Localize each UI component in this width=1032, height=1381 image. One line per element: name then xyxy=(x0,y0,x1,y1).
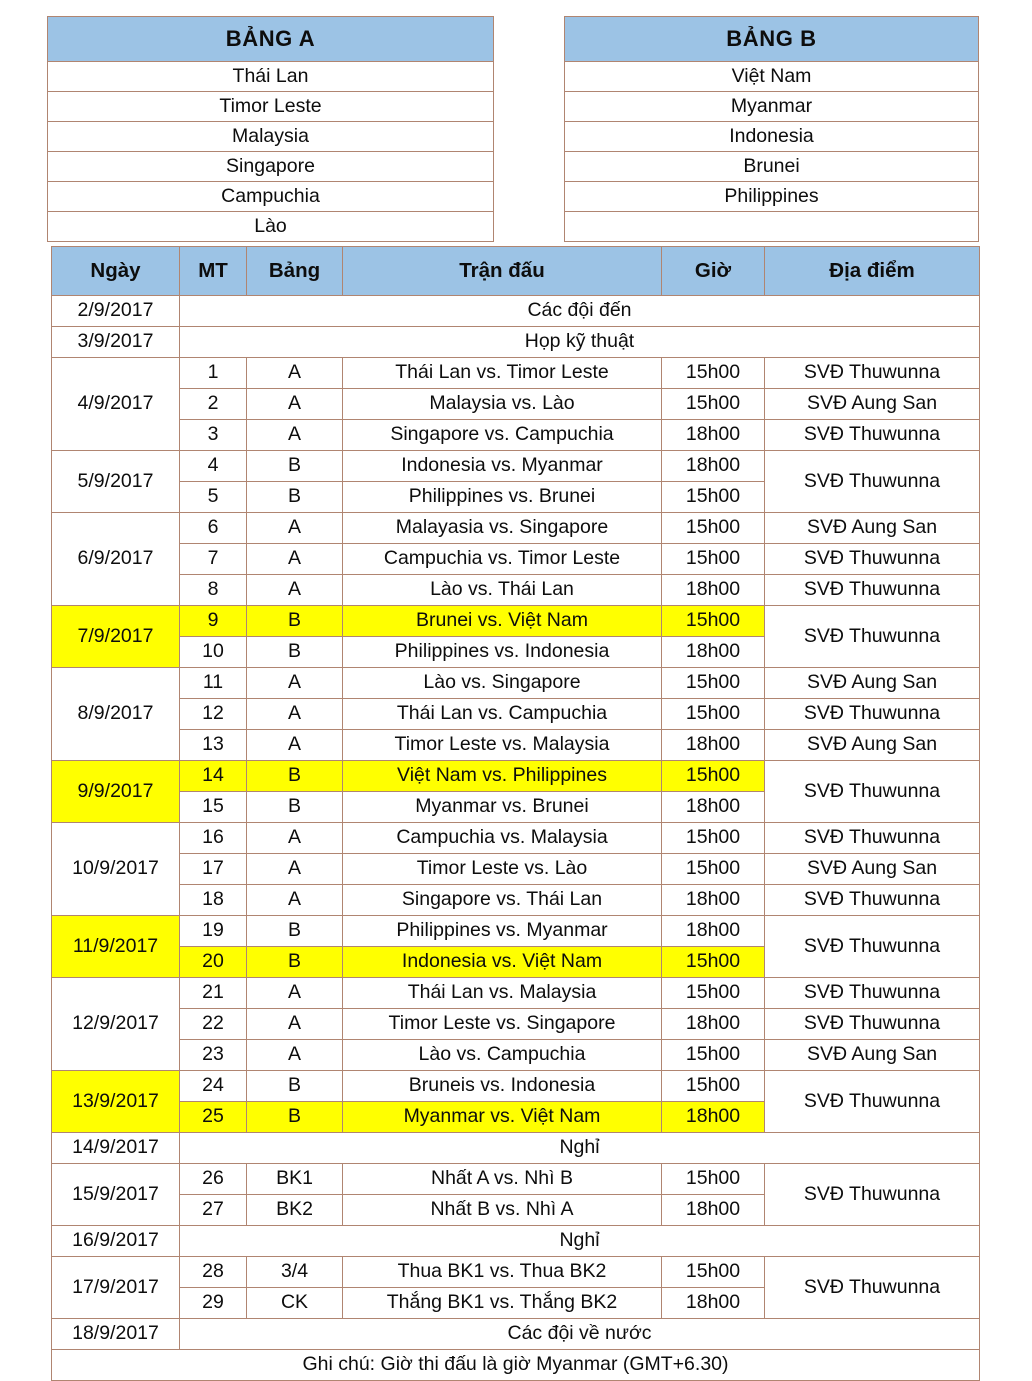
match-row xyxy=(52,451,980,482)
match-number-cell: 22 xyxy=(180,1009,247,1040)
match-row xyxy=(52,854,980,885)
match-name-cell: Timor Leste vs. Singapore xyxy=(343,1009,662,1040)
team-name: Lào xyxy=(48,212,494,242)
match-name-cell: Thái Lan vs. Timor Leste xyxy=(343,358,662,389)
venue-cell: SVĐ Thuwunna xyxy=(765,1071,980,1133)
group-cell: CK xyxy=(247,1288,343,1319)
match-time-cell: 15h00 xyxy=(662,389,765,420)
team-row xyxy=(48,152,494,182)
match-number-cell: 8 xyxy=(180,575,247,606)
team-name: Malaysia xyxy=(48,122,494,152)
match-number-cell: 15 xyxy=(180,792,247,823)
team-name: Singapore xyxy=(48,152,494,182)
venue-cell: SVĐ Thuwunna xyxy=(765,978,980,1009)
team-name: Campuchia xyxy=(48,182,494,212)
schedule-note-row xyxy=(52,1319,980,1350)
group-cell: B xyxy=(247,947,343,978)
match-row xyxy=(52,1257,980,1288)
match-name-cell: Philippines vs. Indonesia xyxy=(343,637,662,668)
match-time-cell: 18h00 xyxy=(662,451,765,482)
venue-cell: SVĐ Thuwunna xyxy=(765,761,980,823)
venue-cell: SVĐ Aung San xyxy=(765,730,980,761)
team-row xyxy=(565,62,979,92)
group-cell: B xyxy=(247,916,343,947)
team-name: Philippines xyxy=(565,182,979,212)
match-name-cell: Malaysia vs. Lào xyxy=(343,389,662,420)
group-cell: A xyxy=(247,1040,343,1071)
match-number-cell: 9 xyxy=(180,606,247,637)
match-name-cell: Thái Lan vs. Campuchia xyxy=(343,699,662,730)
group-a-body xyxy=(48,62,494,242)
match-name-cell: Lào vs. Thái Lan xyxy=(343,575,662,606)
group-cell: A xyxy=(247,730,343,761)
match-name-cell: Myanmar vs. Việt Nam xyxy=(343,1102,662,1133)
match-time-cell: 18h00 xyxy=(662,637,765,668)
schedule-note-row xyxy=(52,327,980,358)
group-cell: A xyxy=(247,358,343,389)
venue-cell: SVĐ Aung San xyxy=(765,513,980,544)
date-cell: 12/9/2017 xyxy=(52,978,180,1071)
team-name: Brunei xyxy=(565,152,979,182)
match-number-cell: 23 xyxy=(180,1040,247,1071)
match-number-cell: 5 xyxy=(180,482,247,513)
match-number-cell: 3 xyxy=(180,420,247,451)
match-time-cell: 18h00 xyxy=(662,730,765,761)
date-cell: 3/9/2017 xyxy=(52,327,180,358)
footer-note: Ghi chú: Giờ thi đấu là giờ Myanmar (GMT+6.30) xyxy=(52,1350,980,1381)
match-number-cell: 20 xyxy=(180,947,247,978)
team-name: Timor Leste xyxy=(48,92,494,122)
group-cell: B xyxy=(247,482,343,513)
match-time-cell: 18h00 xyxy=(662,420,765,451)
group-cell: A xyxy=(247,885,343,916)
group-cell: BK1 xyxy=(247,1164,343,1195)
group-cell: A xyxy=(247,699,343,730)
team-row xyxy=(565,92,979,122)
team-row xyxy=(48,212,494,242)
team-row xyxy=(565,212,979,242)
team-row xyxy=(48,92,494,122)
team-row xyxy=(48,122,494,152)
date-cell: 6/9/2017 xyxy=(52,513,180,606)
match-name-cell: Lào vs. Singapore xyxy=(343,668,662,699)
group-b-table xyxy=(564,16,979,242)
match-name-cell: Nhất B vs. Nhì A xyxy=(343,1195,662,1226)
match-time-cell: 15h00 xyxy=(662,482,765,513)
group-a-table xyxy=(47,16,494,242)
match-number-cell: 13 xyxy=(180,730,247,761)
match-number-cell: 6 xyxy=(180,513,247,544)
match-number-cell: 4 xyxy=(180,451,247,482)
schedule-body xyxy=(52,296,980,1381)
group-b-header-row xyxy=(565,17,979,62)
match-time-cell: 15h00 xyxy=(662,544,765,575)
match-number-cell: 26 xyxy=(180,1164,247,1195)
match-name-cell: Thái Lan vs. Malaysia xyxy=(343,978,662,1009)
schedule-header-row xyxy=(52,247,980,296)
match-row xyxy=(52,730,980,761)
schedule-table xyxy=(51,246,980,1381)
group-cell: A xyxy=(247,513,343,544)
date-cell: 13/9/2017 xyxy=(52,1071,180,1133)
match-name-cell: Indonesia vs. Việt Nam xyxy=(343,947,662,978)
column-header-date: Ngày xyxy=(52,247,180,296)
match-row xyxy=(52,606,980,637)
schedule-event-text: Các đội đến xyxy=(180,296,980,327)
match-name-cell: Philippines vs. Myanmar xyxy=(343,916,662,947)
match-number-cell: 29 xyxy=(180,1288,247,1319)
date-cell: 4/9/2017 xyxy=(52,358,180,451)
match-name-cell: Bruneis vs. Indonesia xyxy=(343,1071,662,1102)
team-row xyxy=(565,182,979,212)
match-number-cell: 19 xyxy=(180,916,247,947)
group-cell: A xyxy=(247,1009,343,1040)
match-number-cell: 1 xyxy=(180,358,247,389)
match-name-cell: Campuchia vs. Timor Leste xyxy=(343,544,662,575)
match-name-cell: Singapore vs. Campuchia xyxy=(343,420,662,451)
date-cell: 9/9/2017 xyxy=(52,761,180,823)
match-time-cell: 15h00 xyxy=(662,1164,765,1195)
group-a-header-row xyxy=(48,17,494,62)
group-cell: BK2 xyxy=(247,1195,343,1226)
match-time-cell: 15h00 xyxy=(662,606,765,637)
match-name-cell: Campuchia vs. Malaysia xyxy=(343,823,662,854)
match-time-cell: 15h00 xyxy=(662,978,765,1009)
date-cell: 11/9/2017 xyxy=(52,916,180,978)
match-time-cell: 15h00 xyxy=(662,358,765,389)
group-cell: B xyxy=(247,637,343,668)
match-row xyxy=(52,1040,980,1071)
group-b-body xyxy=(565,62,979,242)
date-cell: 14/9/2017 xyxy=(52,1133,180,1164)
venue-cell: SVĐ Thuwunna xyxy=(765,451,980,513)
match-name-cell: Timor Leste vs. Malaysia xyxy=(343,730,662,761)
group-cell: A xyxy=(247,668,343,699)
column-header-group: Bảng xyxy=(247,247,343,296)
match-number-cell: 7 xyxy=(180,544,247,575)
match-row xyxy=(52,699,980,730)
match-time-cell: 15h00 xyxy=(662,1071,765,1102)
team-name xyxy=(565,212,979,242)
match-number-cell: 11 xyxy=(180,668,247,699)
footer-note-row xyxy=(52,1350,980,1381)
venue-cell: SVĐ Thuwunna xyxy=(765,358,980,389)
match-number-cell: 27 xyxy=(180,1195,247,1226)
match-number-cell: 2 xyxy=(180,389,247,420)
match-row xyxy=(52,885,980,916)
team-row xyxy=(565,152,979,182)
group-cell: B xyxy=(247,792,343,823)
venue-cell: SVĐ Aung San xyxy=(765,1040,980,1071)
venue-cell: SVĐ Thuwunna xyxy=(765,916,980,978)
match-row xyxy=(52,389,980,420)
match-number-cell: 10 xyxy=(180,637,247,668)
group-cell: 3/4 xyxy=(247,1257,343,1288)
team-name: Việt Nam xyxy=(565,62,979,92)
venue-cell: SVĐ Thuwunna xyxy=(765,823,980,854)
schedule-event-text: Các đội về nước xyxy=(180,1319,980,1350)
date-cell: 15/9/2017 xyxy=(52,1164,180,1226)
match-row xyxy=(52,916,980,947)
schedule-note-row xyxy=(52,1226,980,1257)
group-cell: B xyxy=(247,1102,343,1133)
schedule-event-text: Họp kỹ thuật xyxy=(180,327,980,358)
match-name-cell: Nhất A vs. Nhì B xyxy=(343,1164,662,1195)
schedule-container xyxy=(51,246,979,1381)
column-header-venue: Địa điểm xyxy=(765,247,980,296)
match-row xyxy=(52,1009,980,1040)
group-tables-container xyxy=(47,16,979,242)
match-name-cell: Brunei vs. Việt Nam xyxy=(343,606,662,637)
match-row xyxy=(52,1071,980,1102)
match-name-cell: Myanmar vs. Brunei xyxy=(343,792,662,823)
date-cell: 16/9/2017 xyxy=(52,1226,180,1257)
date-cell: 5/9/2017 xyxy=(52,451,180,513)
match-row xyxy=(52,575,980,606)
team-name: Indonesia xyxy=(565,122,979,152)
team-name: Thái Lan xyxy=(48,62,494,92)
match-time-cell: 15h00 xyxy=(662,1040,765,1071)
match-time-cell: 15h00 xyxy=(662,1257,765,1288)
match-row xyxy=(52,1164,980,1195)
venue-cell: SVĐ Thuwunna xyxy=(765,575,980,606)
venue-cell: SVĐ Thuwunna xyxy=(765,606,980,668)
match-number-cell: 17 xyxy=(180,854,247,885)
venue-cell: SVĐ Aung San xyxy=(765,668,980,699)
venue-cell: SVĐ Aung San xyxy=(765,389,980,420)
group-cell: B xyxy=(247,606,343,637)
match-name-cell: Thắng BK1 vs. Thắng BK2 xyxy=(343,1288,662,1319)
match-time-cell: 15h00 xyxy=(662,513,765,544)
match-row xyxy=(52,513,980,544)
match-name-cell: Việt Nam vs. Philippines xyxy=(343,761,662,792)
match-time-cell: 15h00 xyxy=(662,668,765,699)
column-header-time: Giờ xyxy=(662,247,765,296)
match-number-cell: 12 xyxy=(180,699,247,730)
venue-cell: SVĐ Thuwunna xyxy=(765,1164,980,1226)
match-time-cell: 18h00 xyxy=(662,1195,765,1226)
match-row xyxy=(52,978,980,1009)
match-row xyxy=(52,668,980,699)
match-number-cell: 14 xyxy=(180,761,247,792)
venue-cell: SVĐ Thuwunna xyxy=(765,1257,980,1319)
group-cell: A xyxy=(247,854,343,885)
match-number-cell: 18 xyxy=(180,885,247,916)
date-cell: 18/9/2017 xyxy=(52,1319,180,1350)
match-time-cell: 18h00 xyxy=(662,916,765,947)
schedule-event-text: Nghỉ xyxy=(180,1133,980,1164)
match-time-cell: 18h00 xyxy=(662,885,765,916)
group-cell: A xyxy=(247,978,343,1009)
match-time-cell: 18h00 xyxy=(662,1288,765,1319)
team-row xyxy=(565,122,979,152)
match-time-cell: 15h00 xyxy=(662,823,765,854)
match-name-cell: Timor Leste vs. Lào xyxy=(343,854,662,885)
venue-cell: SVĐ Thuwunna xyxy=(765,885,980,916)
schedule-note-row xyxy=(52,1133,980,1164)
match-number-cell: 16 xyxy=(180,823,247,854)
match-number-cell: 21 xyxy=(180,978,247,1009)
venue-cell: SVĐ Thuwunna xyxy=(765,544,980,575)
team-row xyxy=(48,182,494,212)
match-row xyxy=(52,544,980,575)
group-cell: B xyxy=(247,451,343,482)
match-number-cell: 24 xyxy=(180,1071,247,1102)
group-cell: A xyxy=(247,389,343,420)
match-time-cell: 15h00 xyxy=(662,947,765,978)
date-cell: 7/9/2017 xyxy=(52,606,180,668)
match-number-cell: 28 xyxy=(180,1257,247,1288)
group-b-title: BẢNG B xyxy=(565,17,979,62)
match-row xyxy=(52,823,980,854)
date-cell: 2/9/2017 xyxy=(52,296,180,327)
schedule-event-text: Nghỉ xyxy=(180,1226,980,1257)
column-header-match: Trận đấu xyxy=(343,247,662,296)
group-cell: A xyxy=(247,575,343,606)
match-name-cell: Thua BK1 vs. Thua BK2 xyxy=(343,1257,662,1288)
match-name-cell: Lào vs. Campuchia xyxy=(343,1040,662,1071)
match-time-cell: 15h00 xyxy=(662,699,765,730)
match-time-cell: 18h00 xyxy=(662,1102,765,1133)
group-cell: A xyxy=(247,420,343,451)
date-cell: 8/9/2017 xyxy=(52,668,180,761)
team-row xyxy=(48,62,494,92)
venue-cell: SVĐ Thuwunna xyxy=(765,699,980,730)
match-name-cell: Malayasia vs. Singapore xyxy=(343,513,662,544)
match-time-cell: 18h00 xyxy=(662,792,765,823)
match-row xyxy=(52,761,980,792)
schedule-note-row xyxy=(52,296,980,327)
group-cell: A xyxy=(247,544,343,575)
match-time-cell: 18h00 xyxy=(662,575,765,606)
group-cell: B xyxy=(247,1071,343,1102)
match-row xyxy=(52,358,980,389)
group-a-title: BẢNG A xyxy=(48,17,494,62)
date-cell: 17/9/2017 xyxy=(52,1257,180,1319)
match-time-cell: 15h00 xyxy=(662,854,765,885)
match-name-cell: Singapore vs. Thái Lan xyxy=(343,885,662,916)
match-name-cell: Indonesia vs. Myanmar xyxy=(343,451,662,482)
match-row xyxy=(52,420,980,451)
venue-cell: SVĐ Aung San xyxy=(765,854,980,885)
team-name: Myanmar xyxy=(565,92,979,122)
date-cell: 10/9/2017 xyxy=(52,823,180,916)
group-cell: B xyxy=(247,761,343,792)
match-name-cell: Philippines vs. Brunei xyxy=(343,482,662,513)
match-time-cell: 18h00 xyxy=(662,1009,765,1040)
match-number-cell: 25 xyxy=(180,1102,247,1133)
match-time-cell: 15h00 xyxy=(662,761,765,792)
venue-cell: SVĐ Thuwunna xyxy=(765,420,980,451)
group-cell: A xyxy=(247,823,343,854)
venue-cell: SVĐ Thuwunna xyxy=(765,1009,980,1040)
column-header-mt: MT xyxy=(180,247,247,296)
